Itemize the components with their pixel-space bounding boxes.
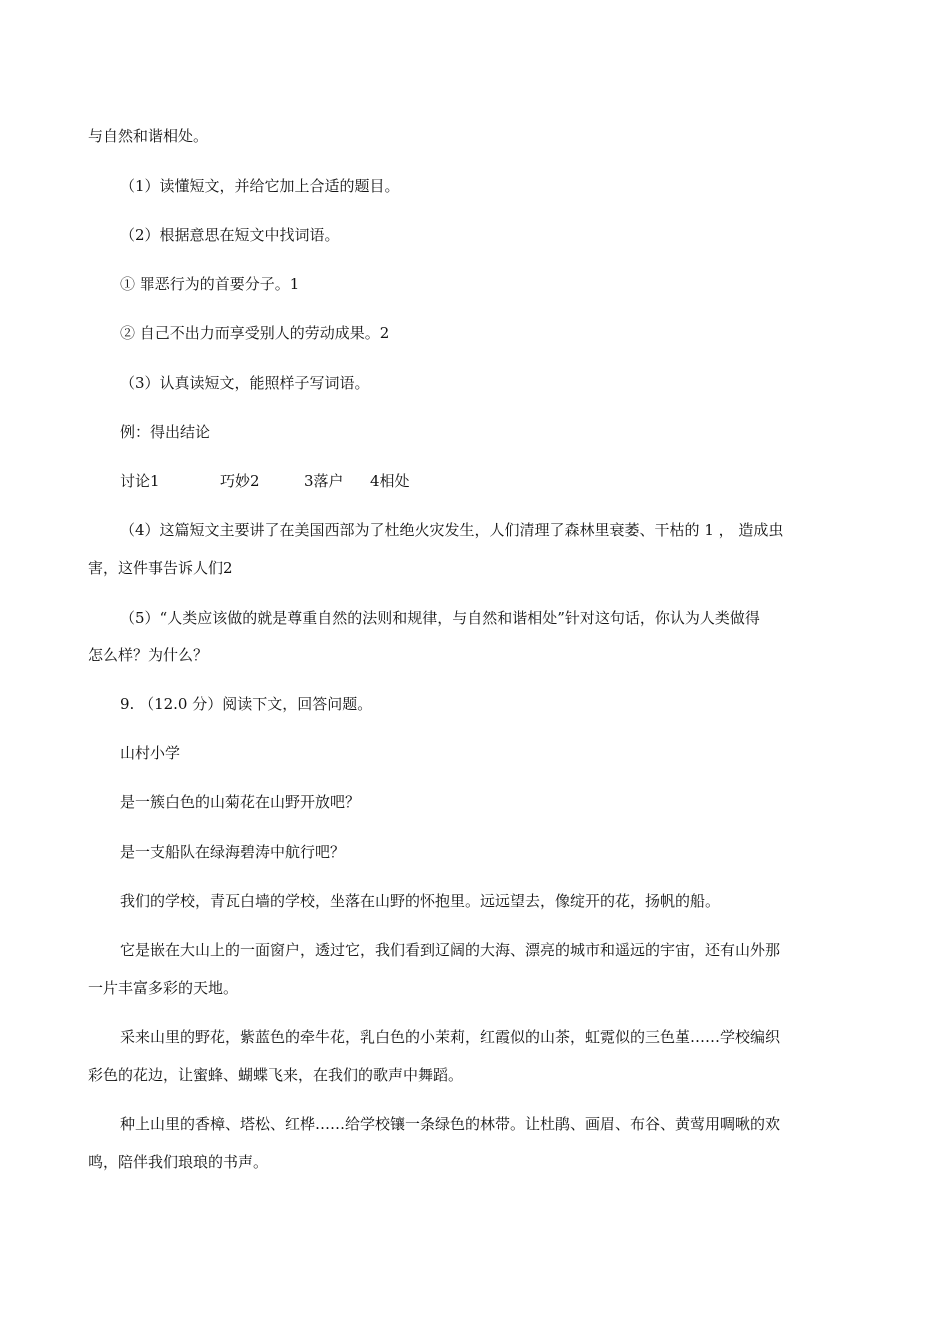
question-9-heading: 9. （12.0 分）阅读下文，回答问题。 (120, 695, 373, 713)
text-line: 与自然和谐相处。 (88, 127, 209, 145)
passage-line: 彩色的花边，让蜜蜂、蝴蝶飞来，在我们的歌声中舞蹈。 (88, 1066, 464, 1084)
question-2-item-1: ① 罪恶行为的首要分子。1 (120, 275, 300, 293)
question-2-item-2: ② 自己不出力而享受别人的劳动成果。2 (120, 324, 390, 342)
question-4-line-1: （4）这篇短文主要讲了在美国西部为了杜绝火灾发生，人们清理了森林里衰萎、干枯的 1 ， 造成虫 (120, 521, 784, 539)
passage-line: 是一簇白色的山菊花在山野开放吧？ (120, 793, 361, 811)
passage-line: 我们的学校，青瓦白墙的学校，坐落在山野的怀抱里。远远望去，像绽开的花，扬帆的船。 (120, 892, 721, 910)
passage-title: 山村小学 (120, 744, 181, 762)
word-1: 讨论1 (120, 472, 160, 490)
passage-line: 是一支船队在绿海碧涛中航行吧？ (120, 843, 346, 861)
word-3: 3落户 (304, 472, 344, 490)
question-3: （3）认真读短文，能照样子写词语。 (120, 374, 370, 392)
question-1: （1）读懂短文，并给它加上合适的题目。 (120, 177, 400, 195)
passage-line: 它是嵌在大山上的一面窗户，透过它，我们看到辽阔的大海、漂亮的城市和遥远的宇宙，还有山外那 (120, 941, 781, 959)
question-5-line-1: （5）“人类应该做的就是尊重自然的法则和规律，与自然和谐相处”针对这句话，你认为人类做得 (120, 609, 760, 627)
passage-line: 鸣，陪伴我们琅琅的书声。 (88, 1153, 269, 1171)
example-line: 例：得出结论 (120, 423, 211, 441)
word-2: 巧妙2 (220, 472, 260, 490)
question-2: （2）根据意思在短文中找词语。 (120, 226, 340, 244)
passage-line: 一片丰富多彩的天地。 (88, 979, 239, 997)
word-4: 4相处 (370, 472, 410, 490)
passage-line: 采来山里的野花，紫蓝色的牵牛花，乳白色的小茉莉，红霞似的山茶，虹霓似的三色堇……学校编织 (120, 1028, 781, 1046)
question-5-line-2: 怎么样？为什么？ (88, 646, 209, 664)
question-4-line-2: 害，这件事告诉人们2 (88, 559, 233, 577)
passage-line: 种上山里的香樟、塔松、红桦……给学校镶一条绿色的林带。让杜鹃、画眉、布谷、黄莺用啁啾的欢 (120, 1115, 781, 1133)
